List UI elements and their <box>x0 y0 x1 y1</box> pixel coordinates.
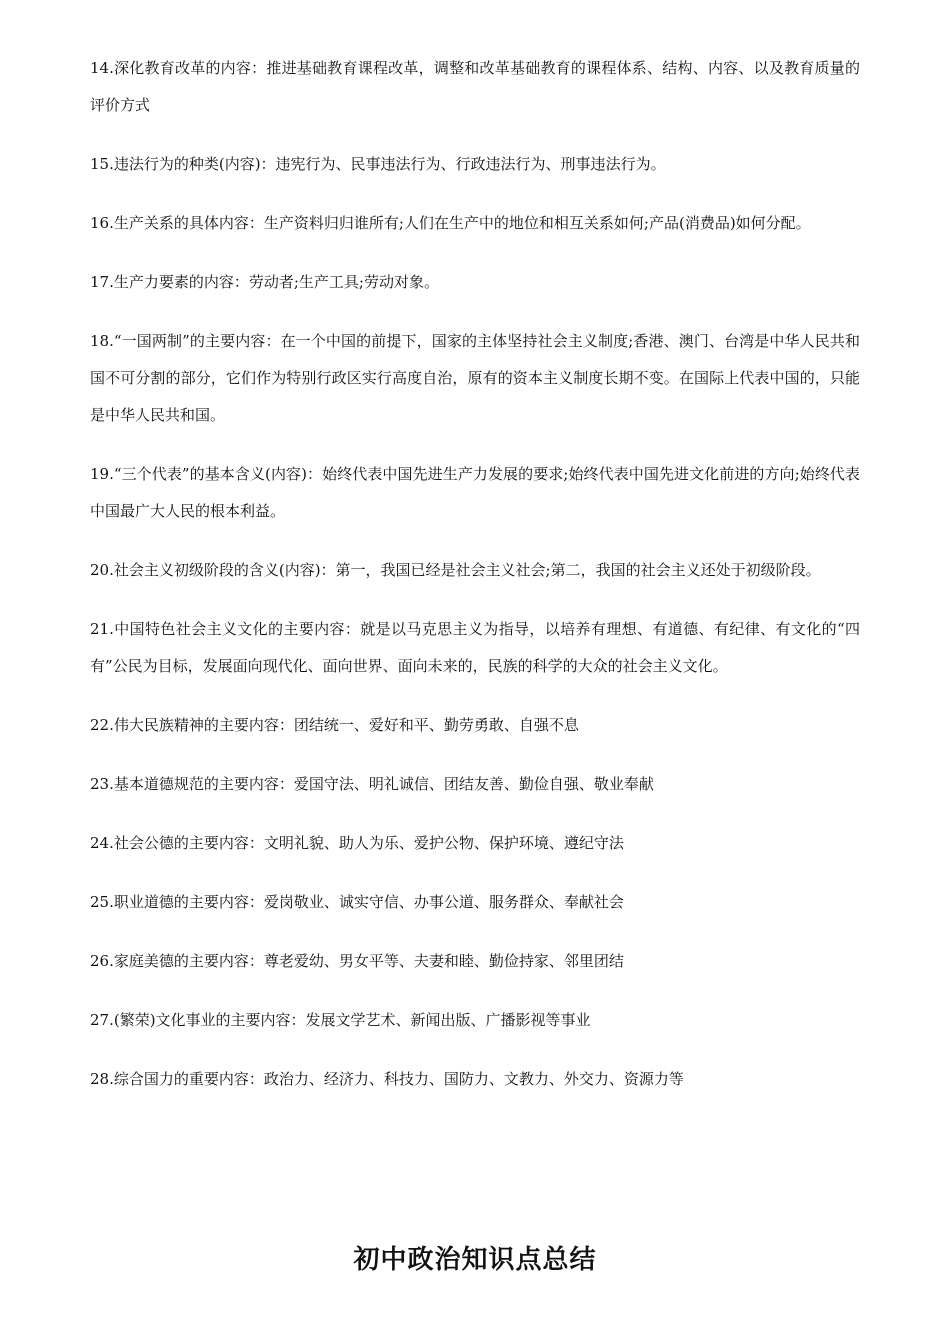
item-14: 14.深化教育改革的内容：推进基础教育课程改革，调整和改革基础教育的课程体系、结构、内容、以及教育质量的评价方式 <box>90 59 860 114</box>
item-17: 17.生产力要素的内容：劳动者;生产工具;劳动对象。 <box>90 273 439 291</box>
item-28: 28.综合国力的重要内容：政治力、经济力、科技力、国防力、文教力、外交力、资源力等 <box>90 1070 684 1088</box>
item-27: 27.(繁荣)文化事业的主要内容：发展文学艺术、新闻出版、广播影视等事业 <box>90 1011 591 1029</box>
item-25: 25.职业道德的主要内容：爱岗敬业、诚实守信、办事公道、服务群众、奉献社会 <box>90 893 624 911</box>
item-21: 21.中国特色社会主义文化的主要内容：就是以马克思主义为指导，以培养有理想、有道德、有纪律、有文化的“四有”公民为目标，发展面向现代化、面向世界、面向未来的，民族的科学的大众的社会主义文化。 <box>90 620 860 675</box>
item-23: 23.基本道德规范的主要内容：爱国守法、明礼诚信、团结友善、勤俭自强、敬业奉献 <box>90 775 654 793</box>
item-20: 20.社会主义初级阶段的含义(内容)：第一，我国已经是社会主义社会;第二，我国的社会主义还处于初级阶段。 <box>90 561 821 579</box>
item-26: 26.家庭美德的主要内容：尊老爱幼、男女平等、夫妻和睦、勤俭持家、邻里团结 <box>90 952 624 970</box>
item-19: 19.“三个代表”的基本含义(内容)：始终代表中国先进生产力发展的要求;始终代表中国先进文化前进的方向;始终代表中国最广大人民的根本利益。 <box>90 465 860 520</box>
document-body <box>90 50 860 1120</box>
item-15: 15.违法行为的种类(内容)：违宪行为、民事违法行为、行政违法行为、刑事违法行为。 <box>90 155 666 173</box>
item-18: 18.“一国两制”的主要内容：在一个中国的前提下，国家的主体坚持社会主义制度;香港、澳门、台湾是中华人民共和国不可分割的部分，它们作为特别行政区实行高度自治，原有的资本主义制度长期不变。在国际上代表中国的，只能是中华人民共和国。 <box>90 332 860 424</box>
section-title: 初中政治知识点总结 <box>353 1245 597 1275</box>
item-16: 16.生产关系的具体内容：生产资料归归谁所有;人们在生产中的地位和相互关系如何;产品(消费品)如何分配。 <box>90 214 811 232</box>
item-22: 22.伟大民族精神的主要内容：团结统一、爱好和平、勤劳勇敢、自强不息 <box>90 716 579 734</box>
item-24: 24.社会公德的主要内容：文明礼貌、助人为乐、爱护公物、保护环境、遵纪守法 <box>90 834 624 852</box>
